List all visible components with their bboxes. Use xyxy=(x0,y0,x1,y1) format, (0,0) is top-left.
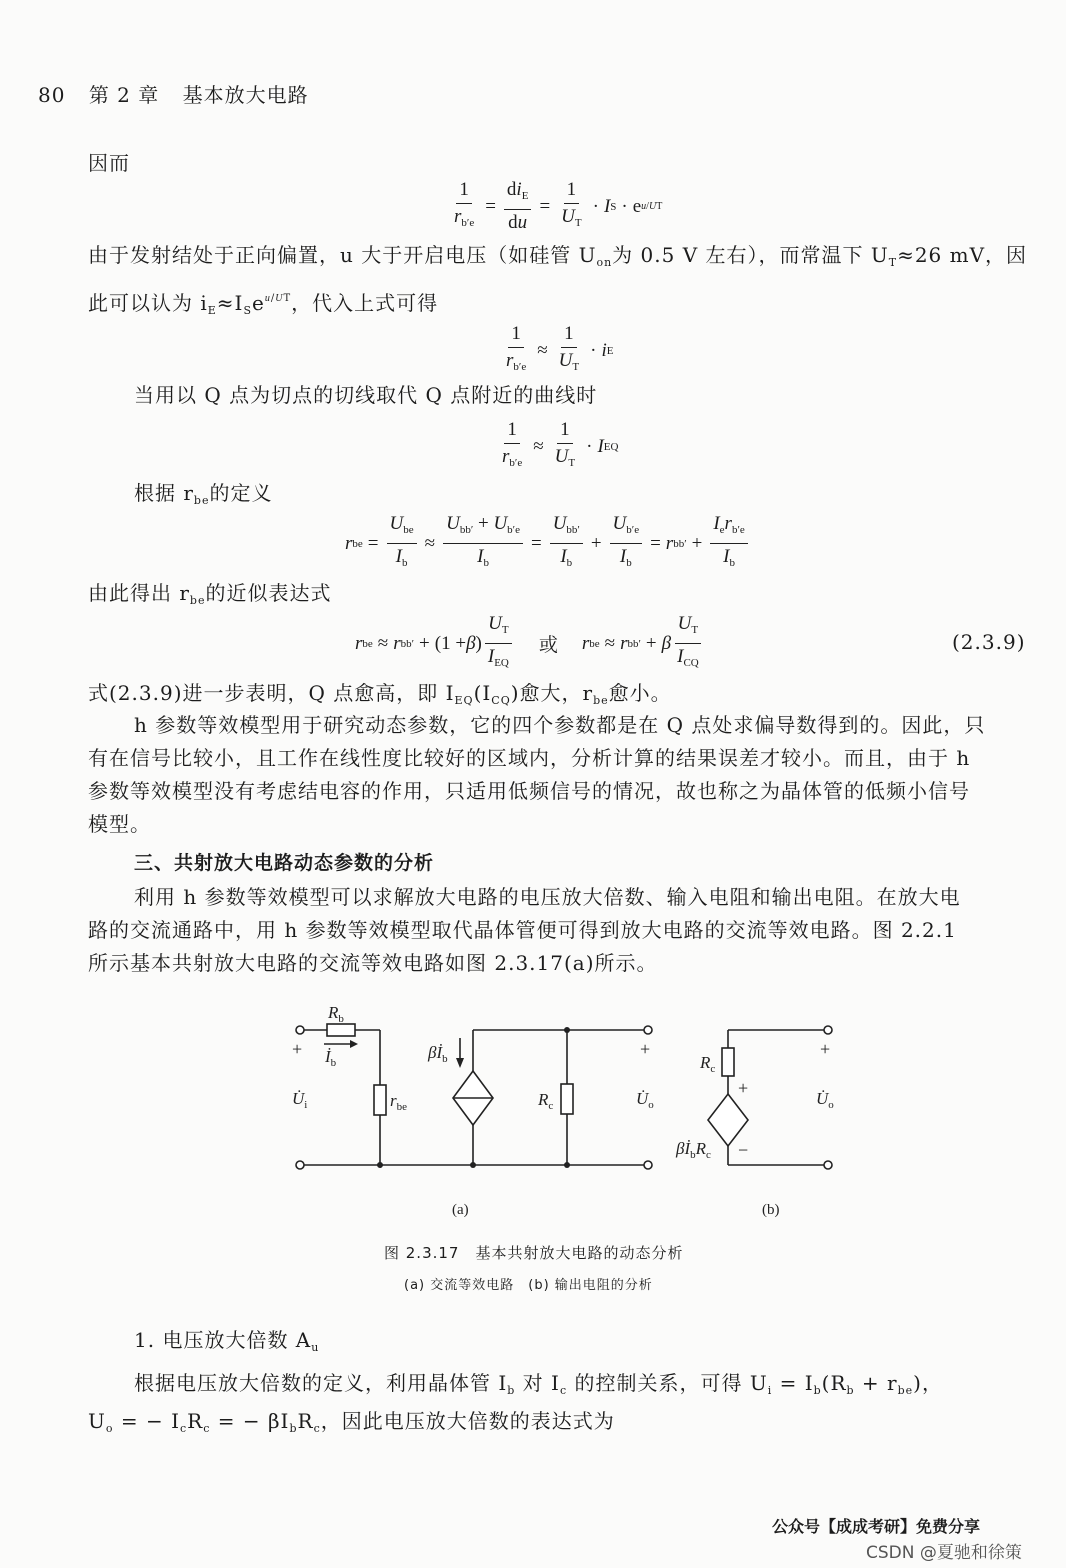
resistor-rbe xyxy=(374,1085,386,1115)
svg-text:βİbRc: $\beta İ_bR_c$ xyxy=(676,1139,711,1161)
h-para-line4: 模型。 xyxy=(88,812,151,836)
watermark: CSDN @夏驰和徐策 xyxy=(866,1543,1022,1563)
figure-subcaption: (a) 交流等效电路 (b) 输出电阻的分析 xyxy=(404,1278,653,1293)
dependent-voltage-source xyxy=(708,1094,748,1146)
text-approx-rbe: 由此得出 $r_{be}$的近似表达式 xyxy=(88,581,332,607)
svg-text:+: + xyxy=(292,1039,303,1059)
resistor-rc xyxy=(561,1084,573,1114)
h-para-line3: 参数等效模型没有考虑结电容的作用，只适用低频信号的情况，故也称之为晶体管的低频小信号 xyxy=(88,779,970,803)
resistor-rb xyxy=(327,1024,355,1036)
svg-text:−: − xyxy=(738,1140,749,1160)
svg-text:(b): (b) xyxy=(762,1202,780,1218)
gain-line1: 根据电压放大倍数的定义，利用晶体管 $I_b$ 对 $I_c$ 的控制关系，可得 $U_i = I_b(R_b + r_{be})$， xyxy=(134,1371,943,1397)
gain-line2: $U_o$ = − $I_cR_c$ = − $\beta I_bR_c$，因此电压放大倍数的表达式为 xyxy=(88,1409,615,1435)
svg-text:rbe: $r_{be}$ xyxy=(390,1091,408,1113)
chapter-number: 第 2 章 xyxy=(88,83,160,107)
s3-line1: 利用 h 参数等效模型可以求解放大电路的电压放大倍数、输入电阻和输出电阻。在放大电 xyxy=(134,885,961,909)
text-def-rbe: 根据 $r_{be}$的定义 xyxy=(134,481,273,507)
h-para-line1: h 参数等效模型用于研究动态参数，它的四个参数都是在 Q 点处求偏导数得到的。因此，只 xyxy=(134,713,986,737)
equation-1: $\frac{1}{r_{b'e}}$ = $di_E$ du = $\frac{1}{U_T}$ · I S · e u/UT xyxy=(454,179,663,233)
equation-3: $\frac{1}{r_{b'e}}$ ≈ $\frac{1}{U_T}$ · I EQ xyxy=(502,419,619,469)
equation-2: $\frac{1}{r_{b'e}}$ ≈ $\frac{1}{U_T}$ · i E xyxy=(506,323,614,373)
svg-text:(a): (a) xyxy=(452,1202,469,1218)
promo-text: 公众号【成成考研】免费分享 xyxy=(772,1517,981,1536)
equation-4: r be = $U_{be}$ $I_b$ ≈ $U_{bb'} + U_{b'e}$ $I_b$ = $U_{bb'}$ $I_b$ + $\frac{U_{b'e}}{I_b}$ = r bb′ + $I_er_{b'e}$ $I_b$ xyxy=(345,512,751,575)
figure-caption: 图 2.3.17 基本共射放大电路的动态分析 xyxy=(384,1244,684,1262)
s3-line2: 路的交流通路中，用 h 参数等效模型取代晶体管便可得到放大电路的交流等效电路。图 2.2.1 xyxy=(88,918,957,942)
chapter-title: 基本放大电路 xyxy=(182,83,309,107)
paragraph-forward-bias-line1: 由于发射结处于正向偏置，u 大于开启电压（如硅管 $U_{on}$为 0.5 V 左右），而常温下 $U_T\approx 26$ mV，因 xyxy=(88,243,1028,269)
svg-text:Rc: $R_c$ xyxy=(700,1053,716,1075)
subsection-voltage-gain: 1. 电压放大倍数 $A_u$ xyxy=(134,1328,320,1354)
h-para-line2: 有在信号比较小，且工作在线性度比较好的区域内，分析计算的结果误差才较小。而且，由于 h xyxy=(88,746,971,770)
equation-number: (2.3.9) xyxy=(952,630,1026,654)
text-yin-er: 因而 xyxy=(88,151,130,175)
svg-text:Rc: $R_c$ xyxy=(538,1090,554,1112)
svg-text:U̇o: $U̇_o$ xyxy=(636,1089,654,1111)
equation-2-3-9: r be ≈ r bb′ + (1 + β ) $U_T$ $I_{EQ}$ 或 r be ≈ r bb′ + β $U_T$ $I_{CQ}$ xyxy=(355,612,705,675)
circuit-figure-2-3-17 xyxy=(280,1000,860,1230)
resistor-rc-b xyxy=(722,1048,734,1076)
page-header xyxy=(38,80,309,110)
svg-text:+: + xyxy=(738,1078,749,1098)
section-heading-3: 三、共射放大电路动态参数的分析 xyxy=(134,852,435,874)
paragraph-forward-bias-line2: 此可以认为 $i_E\approx I_Se^{u/UT}$，代入上式可得 xyxy=(88,291,439,317)
page-number: 80 xyxy=(38,83,66,107)
svg-text:βİb: $\beta İ_b$ xyxy=(428,1043,448,1065)
svg-text:İb: $İ_b$ xyxy=(325,1047,337,1069)
svg-text:U̇o: $U̇_o$ xyxy=(816,1089,834,1111)
svg-text:+: + xyxy=(820,1039,831,1059)
svg-text:U̇i: $U̇_i$ xyxy=(292,1089,308,1111)
text-conclusion: 式(2.3.9)进一步表明，Q 点愈高，即 $I_{EQ}(I_{CQ})$愈大，$r_{be}$愈小。 xyxy=(88,681,672,707)
svg-text:+: + xyxy=(640,1039,651,1059)
text-tangent: 当用以 Q 点为切点的切线取代 Q 点附近的曲线时 xyxy=(134,383,598,407)
s3-line3: 所示基本共射放大电路的交流等效电路如图 2.3.17(a)所示。 xyxy=(88,951,658,975)
svg-text:Rb: $R_b$ xyxy=(328,1003,344,1025)
